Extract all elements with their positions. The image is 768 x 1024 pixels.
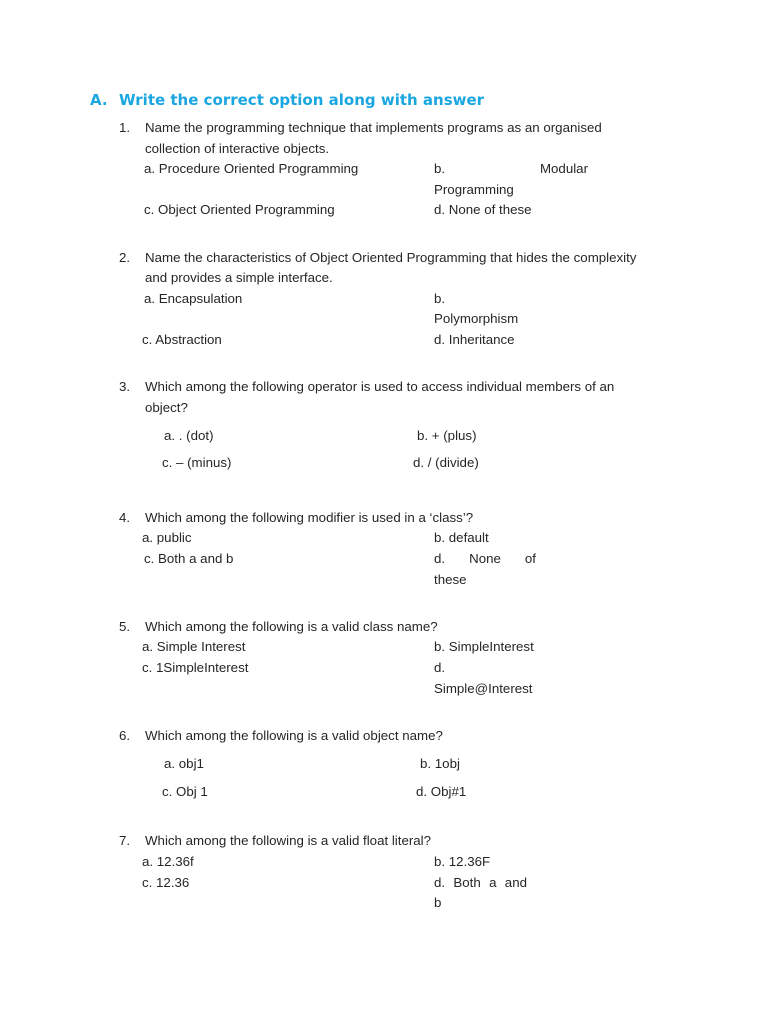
- option-a: a. Procedure Oriented Programming: [144, 161, 359, 176]
- option-d: [434, 873, 527, 894]
- option-c: c. Both a and b: [144, 551, 234, 566]
- option-d-word: None: [469, 551, 501, 566]
- option-c: c. Object Oriented Programming: [144, 202, 335, 217]
- option-a: a. Simple Interest: [142, 639, 246, 654]
- option-d-continuation: Simple@Interest: [434, 681, 533, 696]
- question-text-line: object?: [145, 400, 188, 415]
- question-text-line: Which among the following is a valid class name?: [145, 619, 438, 634]
- question-text-line: and provides a simple interface.: [145, 270, 333, 285]
- option-c: c. Obj 1: [162, 784, 208, 799]
- question-number: 7.: [119, 833, 131, 848]
- option-a: a. 12.36f: [142, 854, 194, 869]
- option-b: b. SimpleInterest: [434, 639, 534, 654]
- option-d: [434, 549, 536, 570]
- question-number: 5.: [119, 619, 131, 634]
- section-letter: A.: [90, 91, 108, 109]
- option-c: c. – (minus): [162, 455, 232, 470]
- option-d-continuation: these: [434, 572, 467, 587]
- option-d-word: a: [489, 875, 497, 890]
- option-d: d. Inheritance: [434, 332, 515, 347]
- question-text-line: Name the characteristics of Object Oriented Programming that hides the complexity: [145, 250, 637, 265]
- option-b-continuation: Programming: [434, 182, 514, 197]
- option-d-continuation: b: [434, 895, 442, 910]
- option-a: a. obj1: [164, 756, 204, 771]
- option-b: b. 1obj: [420, 756, 460, 771]
- option-b: [434, 159, 588, 180]
- option-b: b. default: [434, 530, 489, 545]
- option-b: b. + (plus): [417, 428, 477, 443]
- option-d-word: of: [524, 551, 536, 566]
- question-number: 1.: [119, 120, 131, 135]
- option-a: a. Encapsulation: [144, 291, 243, 306]
- question-text-line: Which among the following modifier is used in a ‘class’?: [145, 510, 474, 525]
- option-a: a. public: [142, 530, 192, 545]
- option-b-prefix: b.: [434, 291, 446, 306]
- option-a: a. . (dot): [164, 428, 214, 443]
- option-d-prefix: d.: [434, 660, 446, 675]
- question-text-line: Which among the following operator is used to access individual members of an: [145, 379, 615, 394]
- question-number: 6.: [119, 728, 131, 743]
- option-c: c. Abstraction: [142, 332, 222, 347]
- option-d-word: and: [504, 875, 527, 890]
- question-text-line: Name the programming technique that implements programs as an organised: [145, 120, 602, 135]
- option-b-continuation: Polymorphism: [434, 311, 519, 326]
- question-text-line: collection of interactive objects.: [145, 141, 330, 156]
- option-b-word: Modular: [539, 161, 588, 176]
- option-d: d. Obj#1: [416, 784, 467, 799]
- option-d: d. / (divide): [413, 455, 479, 470]
- option-d-word: d.: [434, 875, 446, 890]
- question-number: 3.: [119, 379, 131, 394]
- question-number: 2.: [119, 250, 131, 265]
- question-number: 4.: [119, 510, 131, 525]
- option-c: c. 12.36: [142, 875, 190, 890]
- section-title: Write the correct option along with answer: [119, 91, 485, 109]
- option-d: d. None of these: [434, 202, 532, 217]
- question-text-line: Which among the following is a valid float literal?: [145, 833, 432, 848]
- section-heading: [90, 91, 484, 109]
- option-c: c. 1SimpleInterest: [142, 660, 249, 675]
- option-b: b. 12.36F: [434, 854, 491, 869]
- option-d-word: Both: [453, 875, 481, 890]
- question-text-line: Which among the following is a valid object name?: [145, 728, 443, 743]
- option-d-word: d.: [434, 551, 446, 566]
- option-b-prefix: b.: [434, 161, 446, 176]
